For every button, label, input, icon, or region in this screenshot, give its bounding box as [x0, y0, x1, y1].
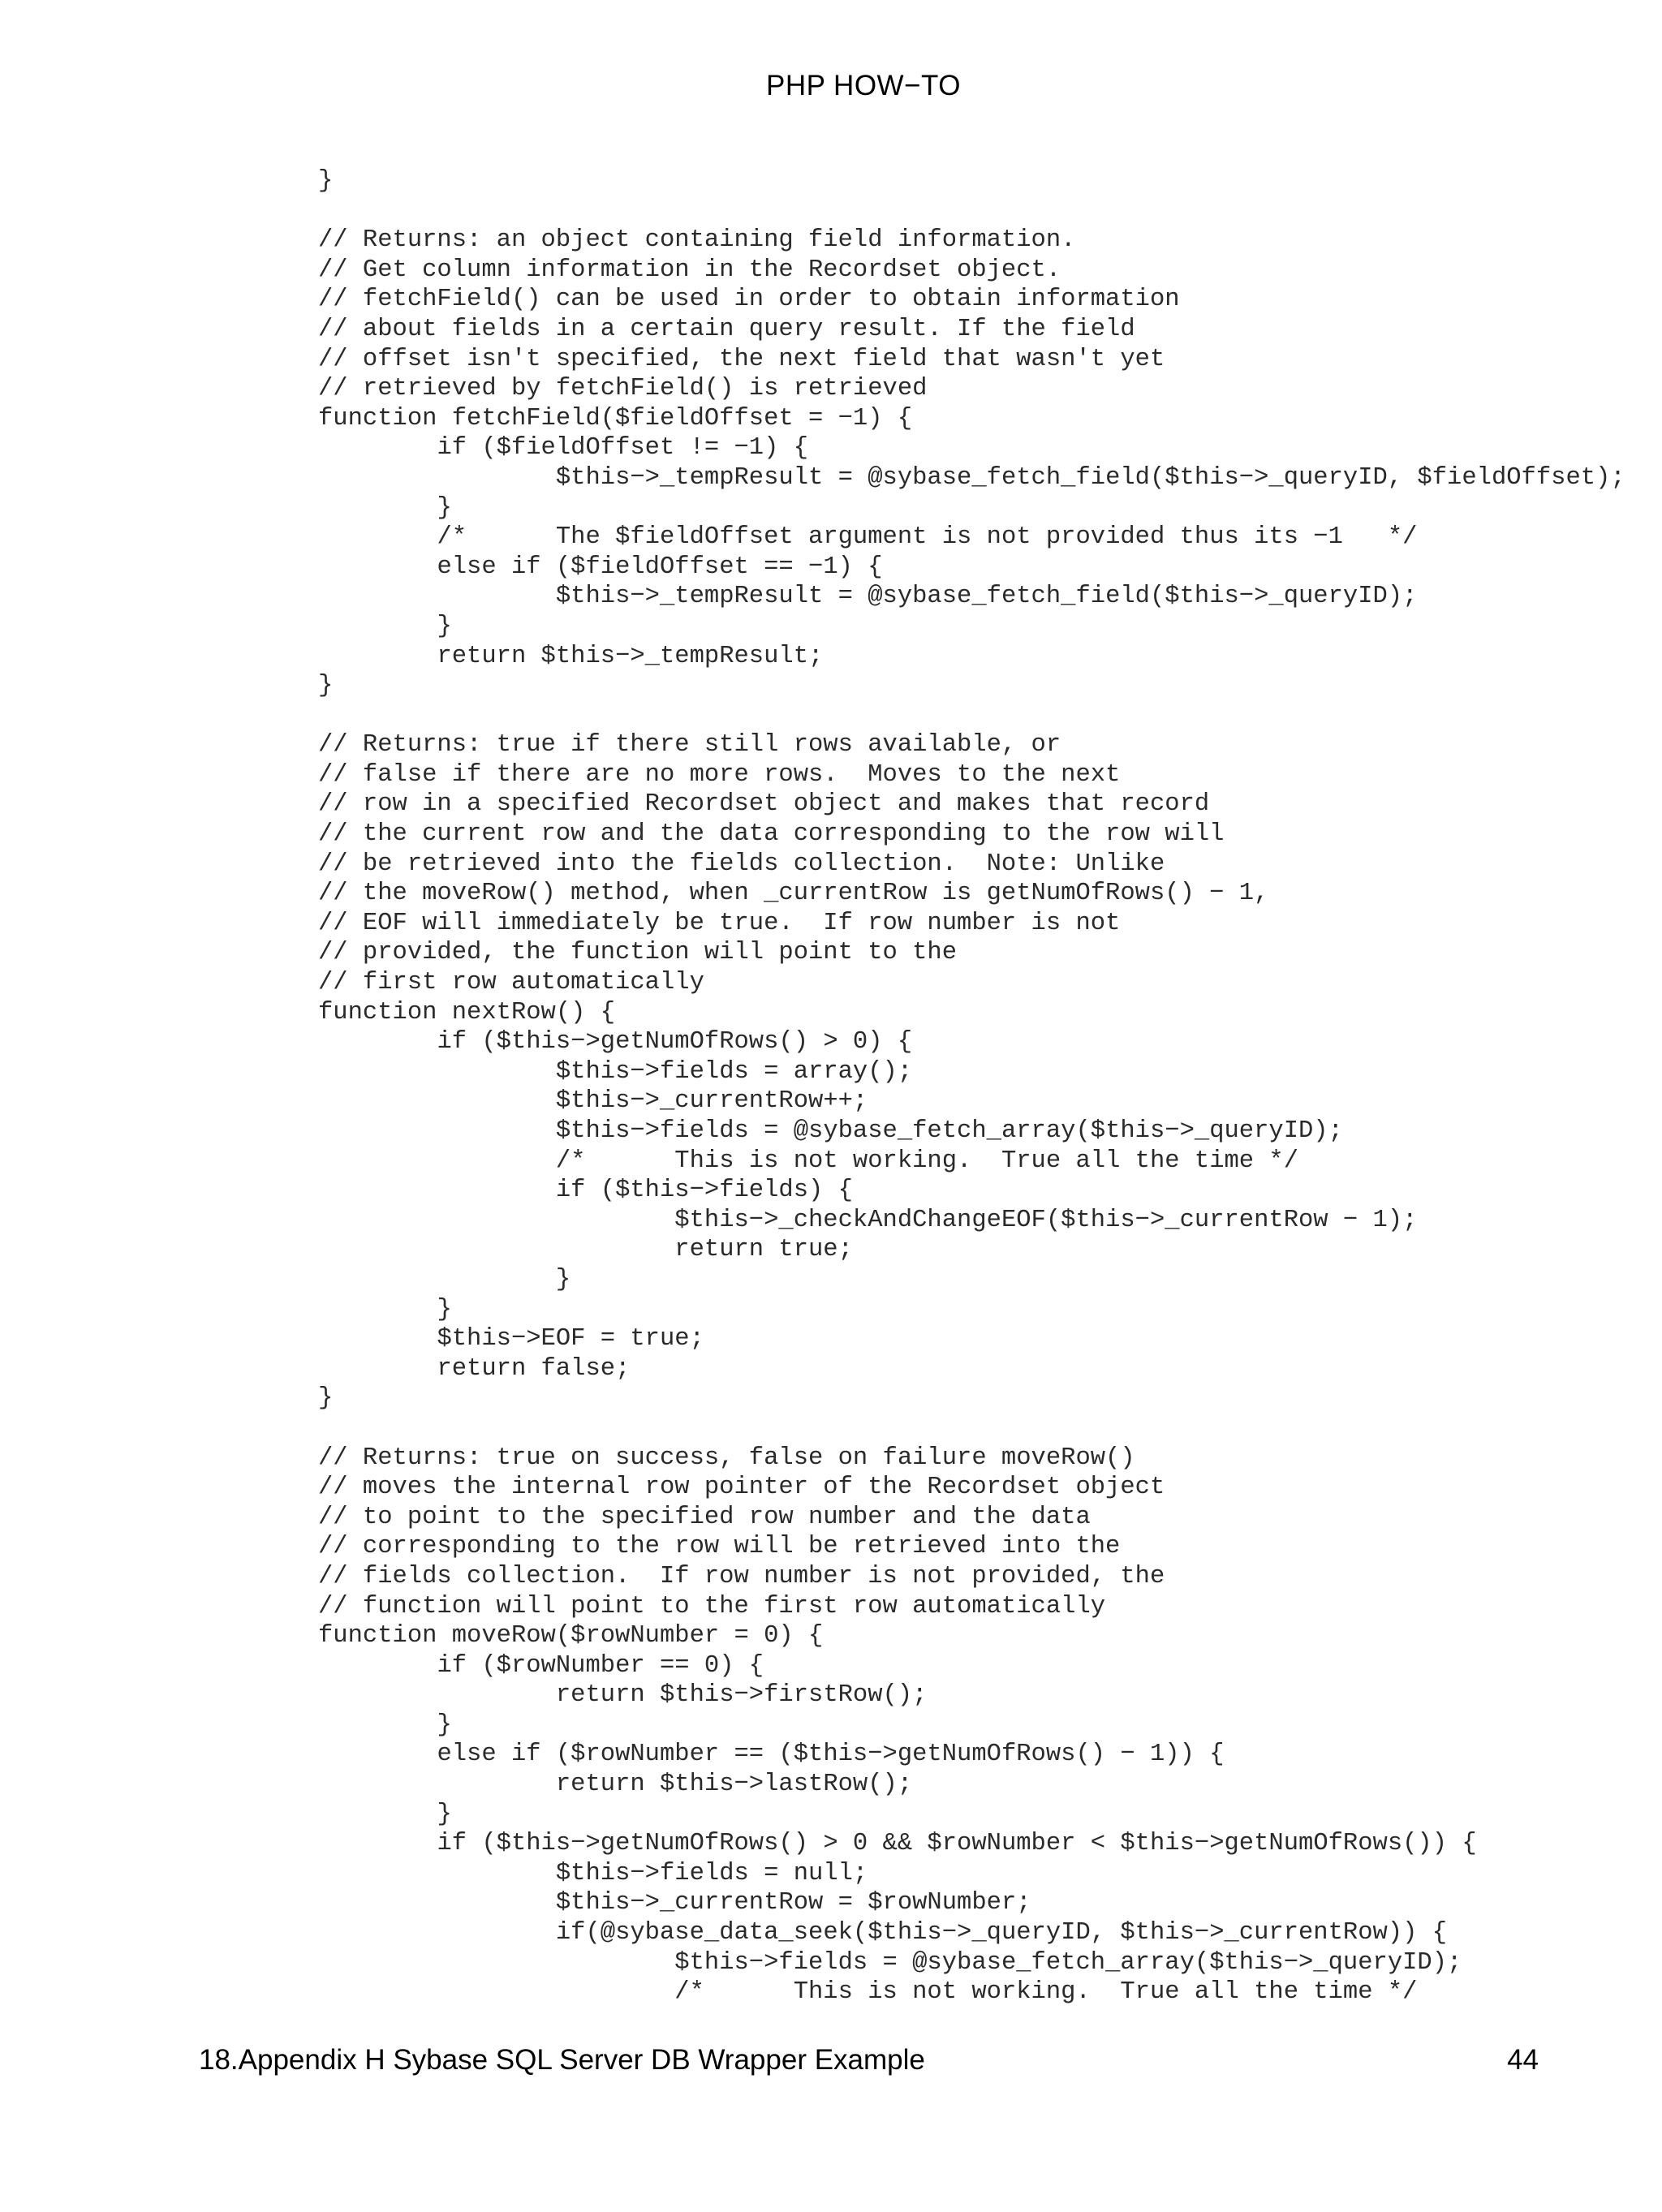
code-line: } — [318, 612, 452, 640]
code-line: return $this−>firstRow(); — [318, 1681, 928, 1710]
code-line: else if ($rowNumber == ($this−>getNumOfRows() − 1)) { — [318, 1741, 1225, 1769]
code-line: $this−>_tempResult = @sybase_fetch_field($this−>_queryID, $fieldOffset); — [318, 463, 1625, 492]
code-line: // be retrieved into the fields collection. Note: Unlike — [318, 850, 1165, 878]
code-line: // Returns: true if there still rows available, or — [318, 731, 1061, 760]
code-line: // retrieved by fetchField() is retrieved — [318, 375, 928, 403]
code-line: return true; — [318, 1236, 853, 1264]
code-line: function moveRow($rowNumber = 0) { — [318, 1622, 824, 1650]
code-line: /* The $fieldOffset argument is not provided thus its −1 */ — [318, 523, 1418, 552]
code-line: // provided, the function will point to the — [318, 939, 958, 967]
code-line: // moves the internal row pointer of the Recordset object — [318, 1474, 1165, 1502]
code-line: $this−>fields = null; — [318, 1859, 868, 1887]
code-line: // corresponding to the row will be retrieved into the — [318, 1533, 1121, 1561]
code-line: // about fields in a certain query result. If the field — [318, 315, 1135, 343]
page-header: PHP HOW−TO — [765, 70, 961, 101]
code-line: } — [318, 1295, 452, 1323]
code-line — [318, 196, 1625, 226]
code-line: if ($rowNumber == 0) { — [318, 1651, 764, 1680]
code-line: function fetchField($fieldOffset = −1) { — [318, 404, 913, 433]
code-line: return $this−>_tempResult; — [318, 642, 824, 670]
code-line: return $this−>lastRow(); — [318, 1771, 913, 1799]
code-line: // row in a specified Recordset object and makes that record — [318, 790, 1210, 819]
code-line: return false; — [318, 1354, 631, 1383]
code-listing — [318, 166, 1625, 2008]
code-line: } — [318, 167, 334, 195]
code-line: // the moveRow() method, when _currentRow is getNumOfRows() − 1, — [318, 880, 1269, 908]
code-line: // Get column information in the Recordset object. — [318, 256, 1061, 284]
code-line: function nextRow() { — [318, 998, 616, 1026]
code-line: $this−>_currentRow++; — [318, 1087, 868, 1116]
code-line: } — [318, 493, 452, 522]
code-line: // Returns: true on success, false on failure moveRow() — [318, 1444, 1135, 1472]
code-line: $this−>_checkAndChangeEOF($this−>_currentRow − 1); — [318, 1206, 1418, 1234]
code-line: if ($this−>fields) { — [318, 1177, 853, 1205]
code-line: } — [318, 1800, 452, 1828]
code-line: // the current row and the data corresponding to the row will — [318, 820, 1225, 849]
code-line: if ($fieldOffset != −1) { — [318, 434, 809, 463]
code-line: /* This is not working. True all the time */ — [318, 1978, 1418, 2007]
code-line: // false if there are no more rows. Moves to the next — [318, 760, 1121, 789]
code-line: // to point to the specified row number and the data — [318, 1503, 1091, 1531]
code-line — [318, 701, 1625, 731]
code-line: } — [318, 672, 334, 700]
code-line: $this−>_currentRow = $rowNumber; — [318, 1889, 1031, 1917]
code-line: $this−>fields = array(); — [318, 1057, 913, 1086]
code-line: $this−>fields = @sybase_fetch_array($this−>_queryID); — [318, 1948, 1462, 1977]
code-line: if ($this−>getNumOfRows() > 0) { — [318, 1028, 913, 1057]
footer-page-number: 44 — [1507, 2044, 1539, 2076]
code-line — [318, 1414, 1625, 1444]
code-line: } — [318, 1711, 452, 1739]
footer-section-title: 18.Appendix H Sybase SQL Server DB Wrapper Example — [199, 2044, 925, 2076]
code-line: } — [318, 1384, 334, 1413]
code-line: // function will point to the first row automatically — [318, 1592, 1106, 1620]
code-line: } — [318, 1265, 571, 1293]
code-line: // offset isn't specified, the next field that wasn't yet — [318, 345, 1165, 373]
code-line: $this−>fields = @sybase_fetch_array($this−>_queryID); — [318, 1117, 1343, 1145]
code-line: else if ($fieldOffset == −1) { — [318, 553, 883, 581]
code-line: if(@sybase_data_seek($this−>_queryID, $this−>_currentRow)) { — [318, 1919, 1448, 1947]
code-line: // fetchField() can be used in order to obtain information — [318, 286, 1180, 314]
code-line: // Returns: an object containing field information. — [318, 226, 1076, 255]
code-line: // EOF will immediately be true. If row number is not — [318, 909, 1121, 937]
code-line: if ($this−>getNumOfRows() > 0 && $rowNumber < $this−>getNumOfRows()) { — [318, 1830, 1477, 1858]
code-line: $this−>_tempResult = @sybase_fetch_field($this−>_queryID); — [318, 583, 1418, 611]
code-line: /* This is not working. True all the time */ — [318, 1147, 1299, 1175]
code-line: // first row automatically — [318, 969, 704, 997]
code-line: $this−>EOF = true; — [318, 1325, 704, 1353]
code-line: // fields collection. If row number is not provided, the — [318, 1562, 1165, 1590]
